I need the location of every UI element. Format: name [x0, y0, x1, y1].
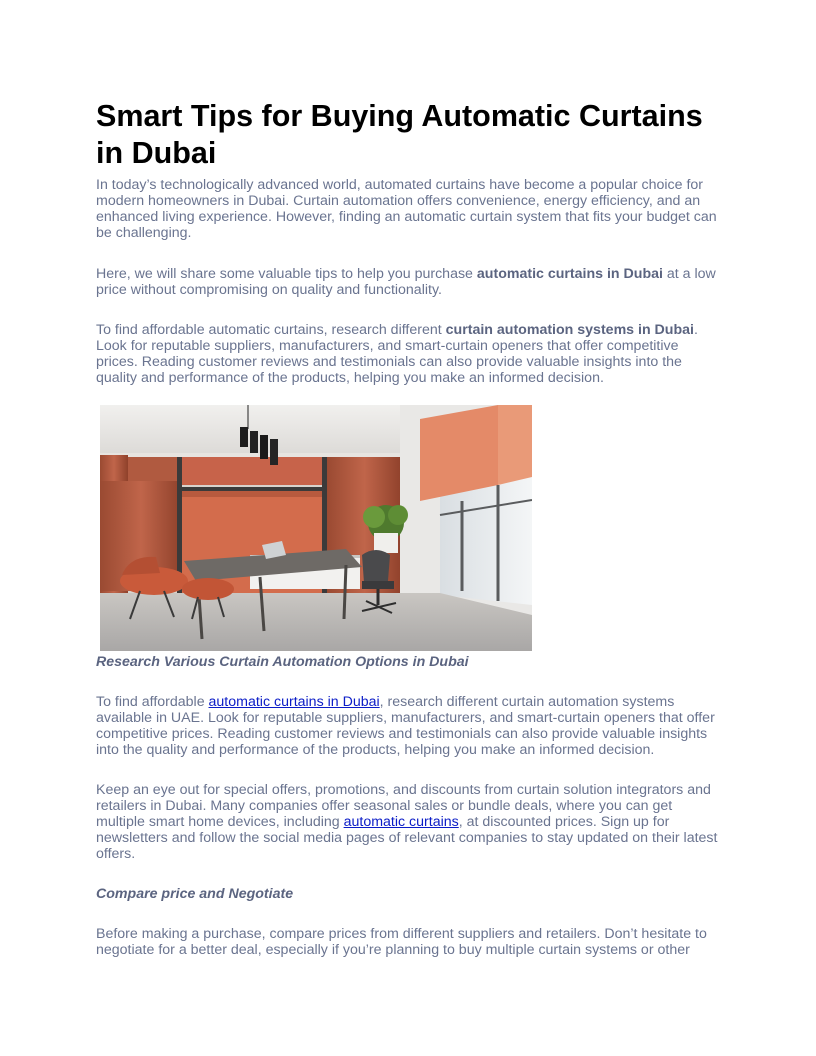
- tips-text-after: at a low price without compromising on quality and functionality.: [96, 266, 716, 298]
- tips-paragraph: [96, 266, 720, 298]
- compare-paragraph: Before making a purchase, compare prices from different suppliers and retailers. Don’t hesitate to negotiate for a better deal, especially if you’re planning to buy multiple curtain systems or other: [96, 926, 707, 958]
- automatic-curtains-link[interactable]: automatic curtains: [343, 814, 459, 830]
- research-text-before: To find affordable automatic curtains, research different: [96, 322, 446, 338]
- affordable-paragraph: [96, 694, 720, 758]
- office-interior-illustration: [100, 405, 532, 651]
- section-heading: Compare price and Negotiate: [96, 886, 294, 902]
- article-body: [96, 98, 720, 958]
- intro-paragraph: In today’s technologically advanced world, automated curtains have become a popular choice for modern homeowners in Dubai. Curtain automation offers convenience, energy efficiency, and an enhanced living experience. However, finding an automatic curtain system that fits your budget can be challenging.: [96, 177, 717, 241]
- research-bold-phrase: curtain automation systems in Dubai: [445, 322, 694, 338]
- office-curtains-image: [100, 405, 532, 651]
- image-caption: Research Various Curtain Automation Options in Dubai: [96, 654, 469, 670]
- tips-bold-phrase: automatic curtains in Dubai: [476, 266, 663, 282]
- offers-text-before: Keep an eye out for special offers, promotions, and discounts from curtain solution integrators and retailers in Dubai. Many companies offer seasonal sales or bundle deals, where you can get multiple smart home devices, including: [96, 782, 711, 830]
- offers-text-after: , at discounted prices. Sign up for newsletters and follow the social media pages of relevant companies to stay updated on their latest offers.: [96, 814, 718, 862]
- affordable-text-after: , research different curtain automation systems available in UAE. Look for reputable suppliers, manufacturers, and smart-curtain openers that offer competitive prices. Reading customer reviews and testimonials can also provide valuable insights into the quality and performance of the products, helping you make an informed decision.: [96, 694, 715, 758]
- offers-paragraph: [96, 782, 720, 862]
- research-paragraph: [96, 322, 720, 386]
- affordable-text-before: To find affordable: [96, 694, 209, 710]
- page-title: Smart Tips for Buying Automatic Curtains in Dubai: [96, 99, 703, 170]
- research-text-after: . Look for reputable suppliers, manufacturers, and smart-curtain openers that offer competitive prices. Reading customer reviews and testimonials can also provide valuable insights into the quality and performance of the products, helping you make an informed decision.: [96, 322, 698, 386]
- tips-text-before: Here, we will share some valuable tips to help you purchase: [96, 266, 477, 282]
- automatic-curtains-dubai-link[interactable]: automatic curtains in Dubai: [208, 694, 380, 710]
